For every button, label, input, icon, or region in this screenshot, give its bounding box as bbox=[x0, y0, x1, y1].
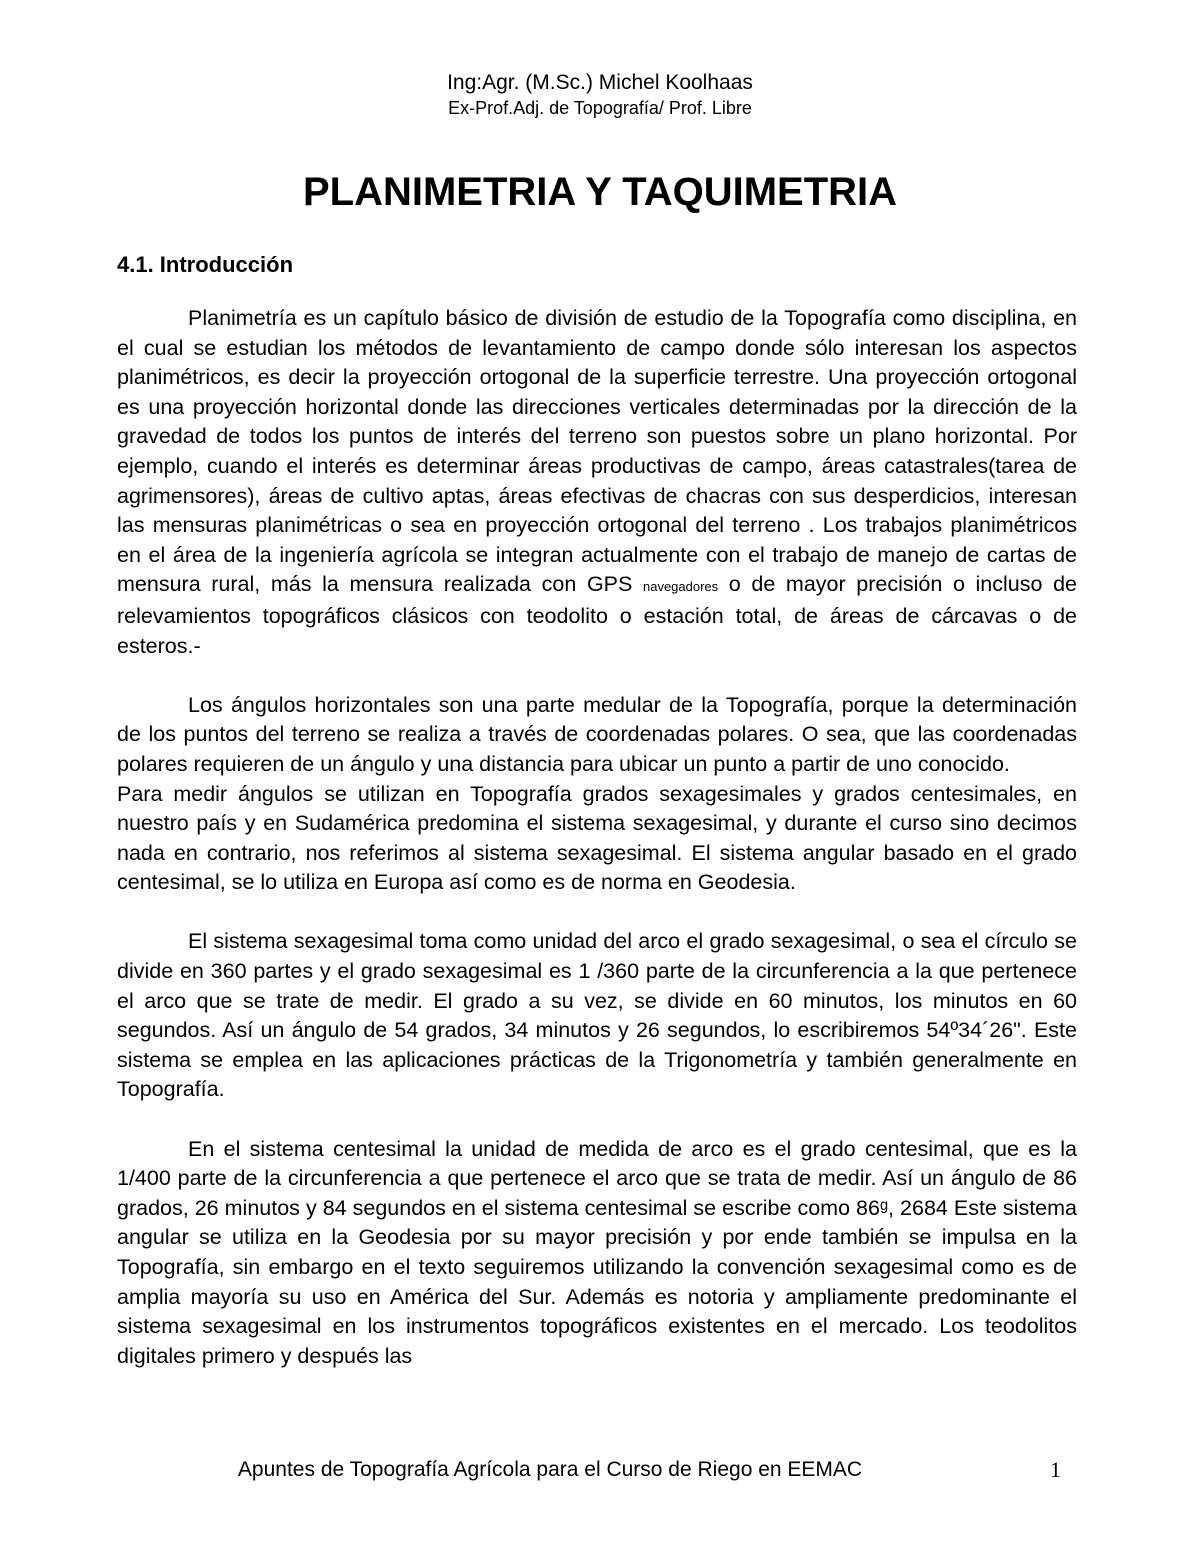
body-text bbox=[117, 304, 1077, 1371]
paragraph-gap bbox=[117, 1105, 1077, 1135]
section-heading: 4.1. Introducción bbox=[117, 252, 294, 277]
small-text-navegadores: navegadores bbox=[642, 579, 719, 595]
paragraph-sexagesimal: El sistema sexagesimal toma como unidad del arco el grado sexagesimal, o sea el círculo se divide en 360 partes y el grado sexagesimal es 1 /360 parte de la circunferencia a la que pertenece el arco que se trate de medir. El grado a su vez, se divide en 60 minutos, los minutos en 60 segundos. Así un ángulo de 54 grados, 34 minutos y 26 segundos, lo escribiremos 54º34´26". Este sistema se emplea en las aplicaciones prácticas de la Trigonometría y también generalmente en Topografía. bbox=[117, 929, 1077, 1102]
paragraph-planimetria bbox=[117, 304, 1077, 661]
document-title: PLANIMETRIA Y TAQUIMETRIA bbox=[302, 170, 898, 214]
page-number: 1 bbox=[1050, 1457, 1061, 1482]
paragraph-centesimal: En el sistema centesimal la unidad de medida de arco es el grado centesimal, que es la 1/400 parte de la circunferencia a que pertenece el arco que se trata de medir. Así un ángulo de 86 grados, 26 minutos y 84 segundos en el sistema centesimal se escribe como 86ᵍ, 2684 Este sistema angular se utiliza en la Geodesia por su mayor precisión y por ende también se impulsa en la Topografía, sin embargo en el texto seguiremos utilizando la convención sexagesimal como es de amplia mayoría su uso en América del Sur. Además es notoria y ampliamente predominante el sistema sexagesimal en los instrumentos topográficos existentes en el mercado. Los teodolitos digitales primero y después las bbox=[117, 1136, 1077, 1368]
page-footer: Apuntes de Topografía Agrícola para el Curso de Riego en EEMAC bbox=[237, 1458, 863, 1481]
paragraph-gap bbox=[117, 661, 1077, 691]
affiliation-line: Ex-Prof.Adj. de Topografía/ Prof. Libre bbox=[448, 98, 752, 118]
paragraph-angulos: Los ángulos horizontales son una parte medular de la Topografía, porque la determinación de los puntos del terreno se realiza a través de coordenadas polares. O sea, que las coordenadas polares requieren de un ángulo y una distancia para ubicar un punto a partir de uno conocido. bbox=[117, 692, 1077, 776]
paragraph-text: Planimetría es un capítulo básico de división de estudio de la Topografía como disciplina, en el cual se estudian los métodos de levantamiento de campo donde sólo interesan los aspectos planimétricos, es decir la proyección ortogonal de la superficie terrestre. Una proyección ortogonal es una proyección horizontal donde las direcciones verticales determinadas por la dirección de la gravedad de todos los puntos de interés del terreno son puestos sobre un plano horizontal. Por ejemplo, cuando el interés es determinar áreas productivas de campo, áreas catastrales(tarea de agrimensores), áreas de cultivo aptas, áreas efectivas de chacras con sus desperdicios, interesan las mensuras planimétricas o sea en proyección ortogonal del terreno . Los trabajos planimétricos en el área de la ingeniería agrícola se integran actualmente con el trabajo de manejo de cartas de mensura rural, más la mensura realizada con GPS bbox=[117, 306, 1077, 597]
author-line: Ing:Agr. (M.Sc.) Michel Koolhaas bbox=[447, 71, 753, 94]
paragraph-text: o de mayor precisión o incluso de relevamientos topográficos clásicos con teodolito o estación total, de áreas de cárcavas o de esteros.- bbox=[117, 572, 1077, 658]
paragraph-gap bbox=[117, 898, 1077, 928]
paragraph-medir-angulos: Para medir ángulos se utilizan en Topografía grados sexagesimales y grados centesimales, en nuestro país y en Sudamérica predomina el sistema sexagesimal, y durante el curso sino decimos nada en contrario, nos referimos al sistema sexagesimal. El sistema angular basado en el grado centesimal, se lo utiliza en Europa así como es de norma en Geodesia. bbox=[117, 781, 1077, 895]
